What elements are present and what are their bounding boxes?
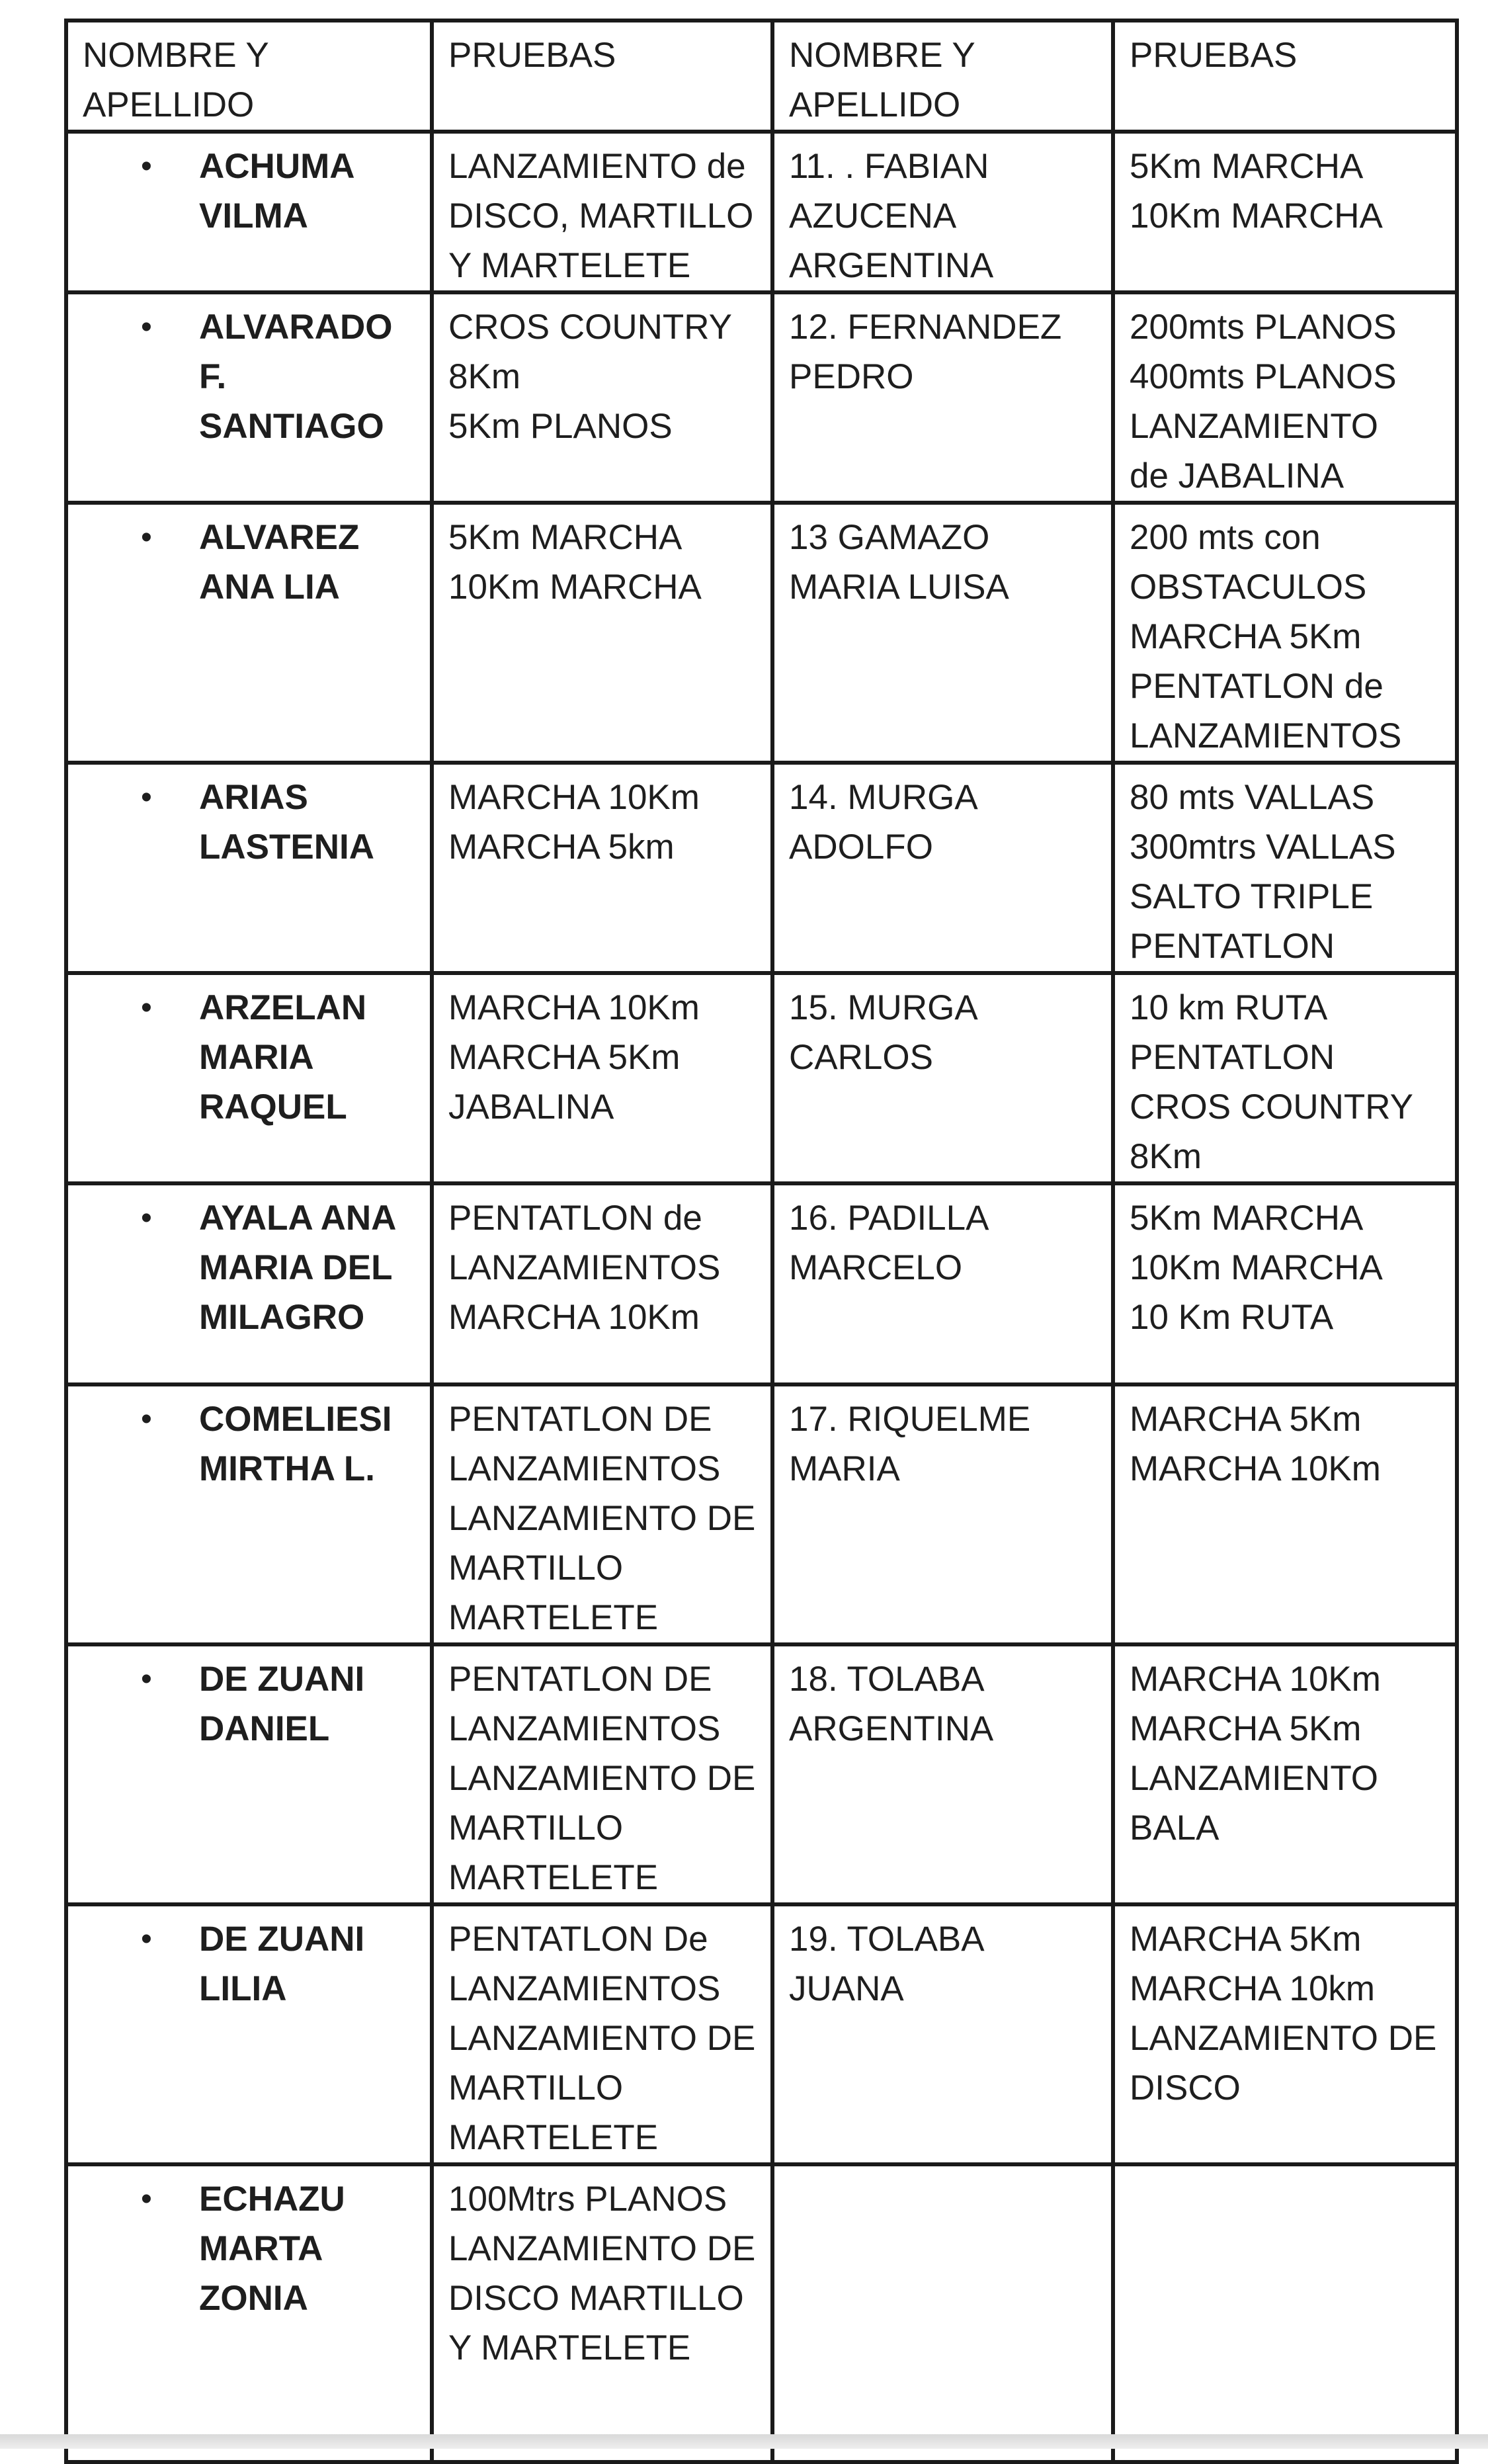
athlete-name: ARIAS LASTENIA bbox=[199, 778, 374, 867]
left-name-cell bbox=[66, 1904, 432, 2164]
left-events-cell: LANZAMIENTO de DISCO, MARTILLO Y MARTELETE bbox=[432, 132, 772, 292]
bullet-icon: • bbox=[141, 990, 152, 1025]
left-name-cell bbox=[66, 292, 432, 503]
right-events-cell bbox=[1113, 2164, 1457, 2462]
table-header-row bbox=[66, 21, 1457, 132]
right-events-cell: 5Km MARCHA 10Km MARCHA 10 Km RUTA bbox=[1113, 1183, 1457, 1384]
bullet-icon: • bbox=[141, 1662, 152, 1697]
table-row bbox=[66, 2164, 1457, 2462]
header-name-right: NOMBRE Y APELLIDO bbox=[772, 21, 1113, 132]
left-events-cell: CROS COUNTRY 8Km 5Km PLANOS bbox=[432, 292, 772, 503]
right-name-cell: 14. MURGA ADOLFO bbox=[772, 763, 1113, 973]
table-row bbox=[66, 1904, 1457, 2164]
header-events-left: PRUEBAS bbox=[432, 21, 772, 132]
left-events-cell: 5Km MARCHA 10Km MARCHA bbox=[432, 503, 772, 763]
bullet-icon: • bbox=[141, 2182, 152, 2217]
athlete-name: COMELIESI MIRTHA L. bbox=[199, 1400, 392, 1488]
right-events-cell: 10 km RUTA PENTATLON CROS COUNTRY 8Km bbox=[1113, 973, 1457, 1183]
left-events-cell: MARCHA 10Km MARCHA 5Km JABALINA bbox=[432, 973, 772, 1183]
bullet-icon: • bbox=[141, 780, 152, 815]
athlete-name: ACHUMA VILMA bbox=[199, 147, 355, 235]
header-name-left: NOMBRE Y APELLIDO bbox=[66, 21, 432, 132]
athlete-name: ARZELAN MARIA RAQUEL bbox=[199, 988, 367, 1126]
right-name-cell bbox=[772, 2164, 1113, 2462]
left-events-cell: PENTATLON DE LANZAMIENTOS LANZAMIENTO DE MARTILLO MARTELETE bbox=[432, 1644, 772, 1904]
right-name-cell: 11. . FABIAN AZUCENA ARGENTINA bbox=[772, 132, 1113, 292]
right-name-cell: 17. RIQUELME MARIA bbox=[772, 1384, 1113, 1644]
right-name-cell: 13 GAMAZO MARIA LUISA bbox=[772, 503, 1113, 763]
table-row bbox=[66, 1183, 1457, 1384]
athlete-name: ALVARADO F. SANTIAGO bbox=[199, 308, 393, 446]
right-name-cell: 15. MURGA CARLOS bbox=[772, 973, 1113, 1183]
bullet-icon: • bbox=[141, 1402, 152, 1437]
table-row bbox=[66, 763, 1457, 973]
left-events-cell: PENTATLON DE LANZAMIENTOS LANZAMIENTO DE MARTILLO MARTELETE bbox=[432, 1384, 772, 1644]
bullet-icon: • bbox=[141, 1201, 152, 1236]
athletes-table bbox=[64, 19, 1459, 2464]
table-row bbox=[66, 503, 1457, 763]
right-events-cell: 200mts PLANOS 400mts PLANOS LANZAMIENTO de JABALINA bbox=[1113, 292, 1457, 503]
right-events-cell: 200 mts con OBSTACULOS MARCHA 5Km PENTATLON de LANZAMIENTOS bbox=[1113, 503, 1457, 763]
left-events-cell: PENTATLON De LANZAMIENTOS LANZAMIENTO DE MARTILLO MARTELETE bbox=[432, 1904, 772, 2164]
left-name-cell bbox=[66, 132, 432, 292]
left-events-cell: PENTATLON de LANZAMIENTOS MARCHA 10Km bbox=[432, 1183, 772, 1384]
left-events-cell: 100Mtrs PLANOS LANZAMIENTO DE DISCO MARTILLO Y MARTELETE bbox=[432, 2164, 772, 2462]
left-events-cell: MARCHA 10Km MARCHA 5km bbox=[432, 763, 772, 973]
right-name-cell: 18. TOLABA ARGENTINA bbox=[772, 1644, 1113, 1904]
right-events-cell: 5Km MARCHA 10Km MARCHA bbox=[1113, 132, 1457, 292]
scan-bottom-edge bbox=[0, 2434, 1488, 2449]
right-events-cell: MARCHA 5Km MARCHA 10km LANZAMIENTO DE DISCO bbox=[1113, 1904, 1457, 2164]
left-name-cell bbox=[66, 2164, 432, 2462]
left-name-cell bbox=[66, 1384, 432, 1644]
table-row bbox=[66, 973, 1457, 1183]
right-events-cell: MARCHA 5Km MARCHA 10Km bbox=[1113, 1384, 1457, 1644]
bullet-icon: • bbox=[141, 310, 152, 345]
athlete-name: AYALA ANA MARIA DEL MILAGRO bbox=[199, 1199, 397, 1337]
table-row bbox=[66, 1644, 1457, 1904]
table-row bbox=[66, 1384, 1457, 1644]
left-name-cell bbox=[66, 503, 432, 763]
right-name-cell: 12. FERNANDEZ PEDRO bbox=[772, 292, 1113, 503]
athlete-name: DE ZUANI DANIEL bbox=[199, 1660, 365, 1748]
athlete-name: DE ZUANI LILIA bbox=[199, 1920, 365, 2008]
right-name-cell: 16. PADILLA MARCELO bbox=[772, 1183, 1113, 1384]
athlete-name: ALVAREZ ANA LIA bbox=[199, 518, 360, 607]
athlete-name: ECHAZU MARTA ZONIA bbox=[199, 2180, 345, 2318]
left-name-cell bbox=[66, 1183, 432, 1384]
left-name-cell bbox=[66, 763, 432, 973]
table-row bbox=[66, 132, 1457, 292]
table-row bbox=[66, 292, 1457, 503]
bullet-icon: • bbox=[141, 1922, 152, 1957]
bullet-icon: • bbox=[141, 520, 152, 555]
right-events-cell: 80 mts VALLAS 300mtrs VALLAS SALTO TRIPLE PENTATLON bbox=[1113, 763, 1457, 973]
right-events-cell: MARCHA 10Km MARCHA 5Km LANZAMIENTO BALA bbox=[1113, 1644, 1457, 1904]
left-name-cell bbox=[66, 1644, 432, 1904]
header-events-right: PRUEBAS bbox=[1113, 21, 1457, 132]
bullet-icon: • bbox=[141, 149, 152, 184]
right-name-cell: 19. TOLABA JUANA bbox=[772, 1904, 1113, 2164]
left-name-cell bbox=[66, 973, 432, 1183]
